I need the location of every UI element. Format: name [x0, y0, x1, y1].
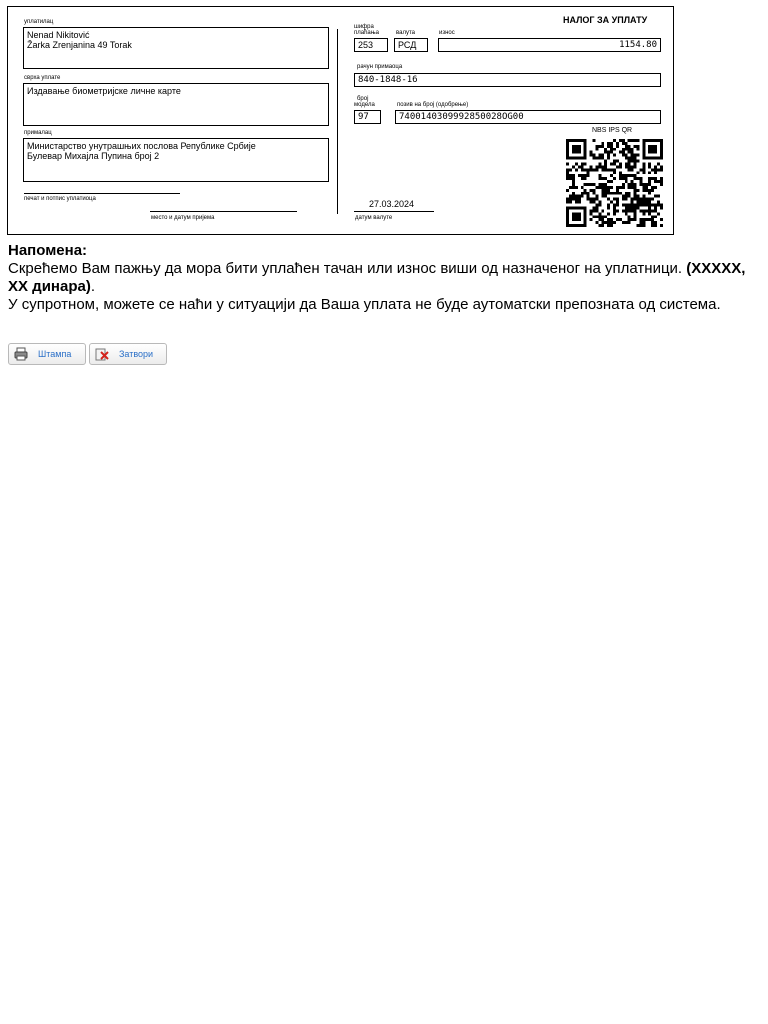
purpose-value: Издавање биометријске личне карте [27, 86, 181, 96]
purpose-field [23, 83, 329, 126]
notice-amount: (XXXXX, XX динара) [8, 260, 746, 295]
amount-field: 1154.80 [438, 38, 661, 52]
recipient-field [23, 138, 329, 182]
model-label-2: модела [354, 102, 375, 108]
recipient-address: Булевар Михајла Пупина број 2 [27, 151, 160, 161]
account-field: 840-1848-16 [354, 73, 661, 87]
notice-paragraph-1 [8, 260, 764, 296]
close-button-label: Затвори [119, 349, 154, 359]
notice-paragraph-2: У супротном, можете се наћи у ситуацији да Ваша уплата не буде аутоматски препозната од система. [8, 296, 721, 313]
payer-address: Žarka Zrenjanina 49 Torak [27, 40, 132, 50]
close-button[interactable] [89, 343, 167, 365]
purpose-label: сврха уплате [24, 75, 61, 81]
qr-label: NBS IPS QR [592, 127, 633, 134]
currency-label: валута [396, 30, 415, 36]
place-date-line [150, 211, 297, 212]
notice [8, 242, 764, 314]
notice-heading: Напомена: [8, 242, 88, 259]
currency-field: РСД [394, 38, 428, 52]
print-button-label: Штампа [38, 349, 72, 359]
notice-text-1-end: . [90, 278, 95, 295]
payment-code-label-2: плаћања [354, 30, 379, 36]
account-label: рачун примаоца [357, 64, 403, 70]
payment-code-label-1: шифра [354, 24, 374, 30]
close-icon [95, 347, 109, 361]
amount-label: износ [439, 30, 455, 36]
reference-field: 7400140309992850028OG00 [395, 110, 661, 124]
model-field: 97 [354, 110, 381, 124]
ips-qr-code [566, 139, 663, 227]
payer-label: уплатилац [24, 19, 54, 25]
currency-date-label: датум валуте [355, 215, 393, 221]
currency-date-value: 27.03.2024 [369, 199, 415, 209]
printer-icon [14, 347, 28, 361]
payment-slip [7, 6, 674, 235]
model-label-1: број [357, 96, 369, 102]
reference-label: позив на број (одобрење) [397, 102, 469, 108]
notice-text-1: Скрећемо Вам пажњу да мора бити уплаћен тачан или износ виши од назначеног на уплатници. [8, 260, 687, 277]
recipient-name: Министарство унутрашњих послова Републике Србије [27, 141, 256, 151]
signature-line [24, 193, 180, 194]
slip-divider [337, 29, 338, 214]
currency-date-line [354, 211, 434, 212]
recipient-label: прималац [24, 130, 52, 136]
payment-code-field: 253 [354, 38, 388, 52]
slip-title: НАЛОГ ЗА УПЛАТУ [563, 15, 648, 25]
print-button[interactable] [8, 343, 86, 365]
payer-field [23, 27, 329, 69]
signature-label: печат и потпис уплатиоца [24, 196, 96, 202]
place-date-label: место и датум пријема [151, 215, 215, 221]
payer-name: Nenad Nikitović [27, 30, 90, 40]
